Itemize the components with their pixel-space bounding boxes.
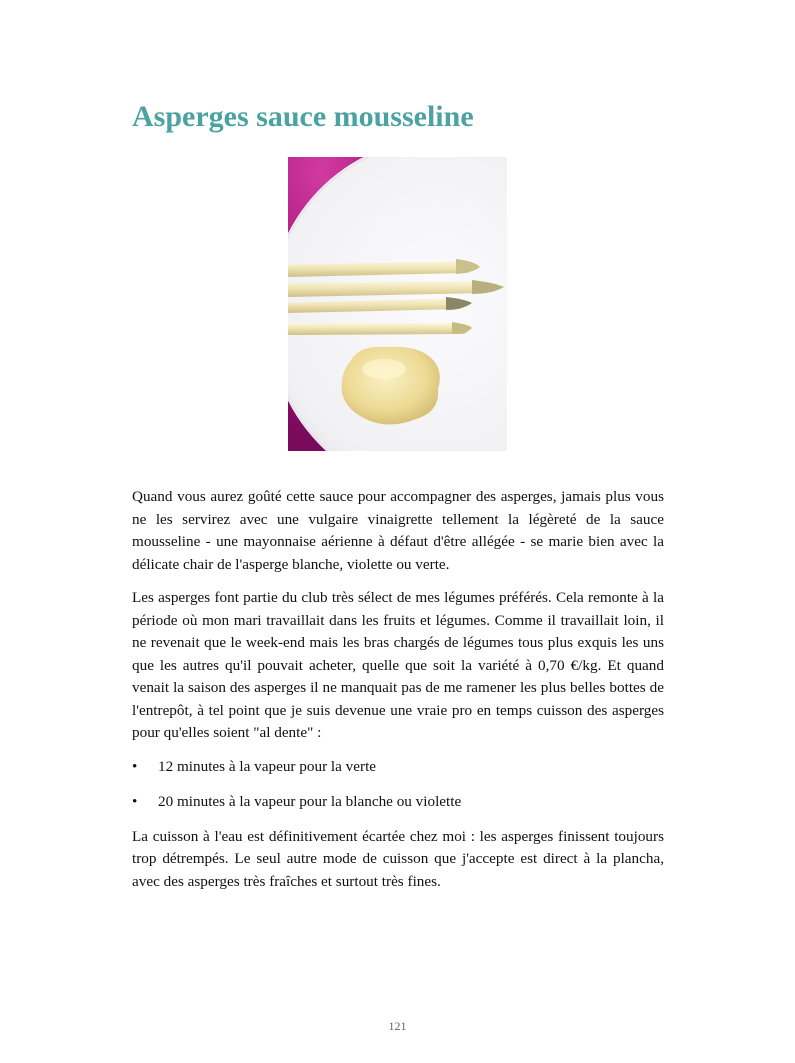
page-number: 121 — [388, 1019, 407, 1033]
cooking-times-list — [132, 756, 664, 813]
paragraph-story: Les asperges font partie du club très sélect de mes légumes préférés. Cela remonte à la période où mon mari travaillait dans les fruits et légumes. Comme il travaillait loin, il ne revenait que le week-end mais les bras chargés de légumes tous plus exquis les uns que les autres qu'il pouvait acheter, quelle que soit la variété à 0,70 €/kg. Et quand venait la saison des asperges il ne manquait pas de me ramener les plus belles bottes de l'entrepôt, à tel point que je suis devenue une vraie pro en temps cuisson des asperges pour qu'elles soient "al dente" : — [132, 589, 664, 741]
list-item-text: 20 minutes à la vapeur pour la blanche ou violette — [158, 792, 462, 810]
asparagus-photo — [288, 157, 507, 451]
body-text — [132, 486, 664, 904]
paragraph-closing: La cuisson à l'eau est définitivement écartée chez moi : les asperges finissent toujours trop détrempés. Le seul autre mode de cuisson que j'accepte est direct à la plancha, avec des asperges très fraîches et surtout très fines. — [132, 827, 664, 890]
list-item — [132, 756, 664, 778]
page-title: Asperges sauce mousseline — [132, 100, 474, 133]
paragraph-intro: Quand vous aurez goûté cette sauce pour accompagner des asperges, jamais plus vous ne les servirez avec une vulgaire vinaigrette tellement la légèreté de la sauce mousseline - une mayonnaise aérienne à défaut d'être allégée - se marie bien avec la délicate chair de l'asperge blanche, violette ou verte. — [132, 488, 664, 573]
bullet-icon: • — [132, 792, 138, 810]
bullet-icon: • — [132, 757, 138, 775]
list-item — [132, 791, 664, 813]
list-item-text: 12 minutes à la vapeur pour la verte — [158, 757, 377, 775]
